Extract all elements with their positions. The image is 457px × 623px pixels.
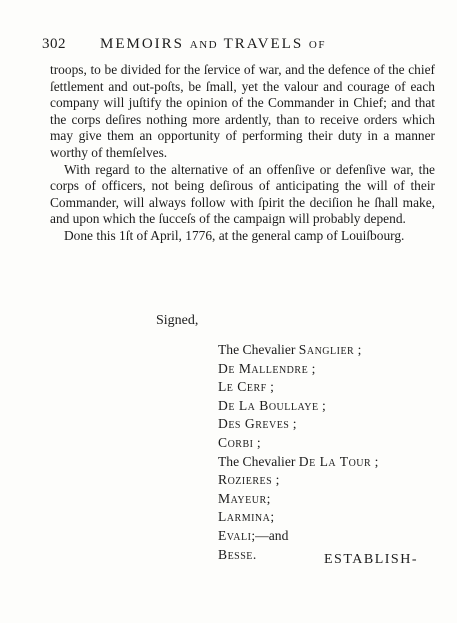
title-travels: TRAVELS [223, 36, 304, 52]
signatory: Des Greves ; [218, 416, 297, 432]
paragraph-3: Done this 1ſt of April, 1776, at the general camp of Louiſbourg. [64, 227, 405, 243]
signatory: Corbi ; [218, 434, 261, 450]
signatory: Le Cerf ; [218, 379, 274, 395]
title-of: OF [308, 39, 326, 51]
signed-label: Signed, [156, 313, 199, 328]
running-header [42, 36, 442, 58]
paragraph-2: With regard to the alternative of an offenſive or defenſive war, the corps of officers, not being deſirous of anticipating the will of their Commander, will always follow with ſpirit the deciſion he ſhall make, and upon which the ſucceſs of the campaign will probably depend. [50, 161, 435, 227]
signatory: Evali;—and [218, 527, 289, 543]
title-memoirs: MEMOIRS [100, 36, 185, 52]
catchword: ESTABLISH- [324, 552, 418, 567]
signatory: Besse. [218, 546, 257, 562]
running-title [100, 36, 326, 53]
paragraph-1: troops, to be divided for the ſervice of war, and the defence of the chief ſettlement and out-poſts, be ſmall, yet the valour and courage of each company will juſtify the opinion of the Commander in Chief; and that the corps deſires nothing more ardently, than to receive orders which may give them an opportunity of performing their duty in a manner worthy of themſelves. [50, 62, 435, 160]
signatory: Rozieres ; [218, 472, 280, 488]
signatory: De La Boullaye ; [218, 397, 326, 413]
signatory: Larmina; [218, 509, 275, 525]
page-number: 302 [42, 36, 66, 52]
signatory-list [218, 341, 378, 564]
signatory: The Chevalier Sanglier ; [218, 342, 362, 357]
signatory: De Mallendre ; [218, 360, 316, 376]
title-and: AND [189, 39, 219, 51]
body-text [50, 62, 435, 245]
signatory: Mayeur; [218, 490, 271, 506]
signatory: The Chevalier De La Tour ; [218, 453, 379, 469]
